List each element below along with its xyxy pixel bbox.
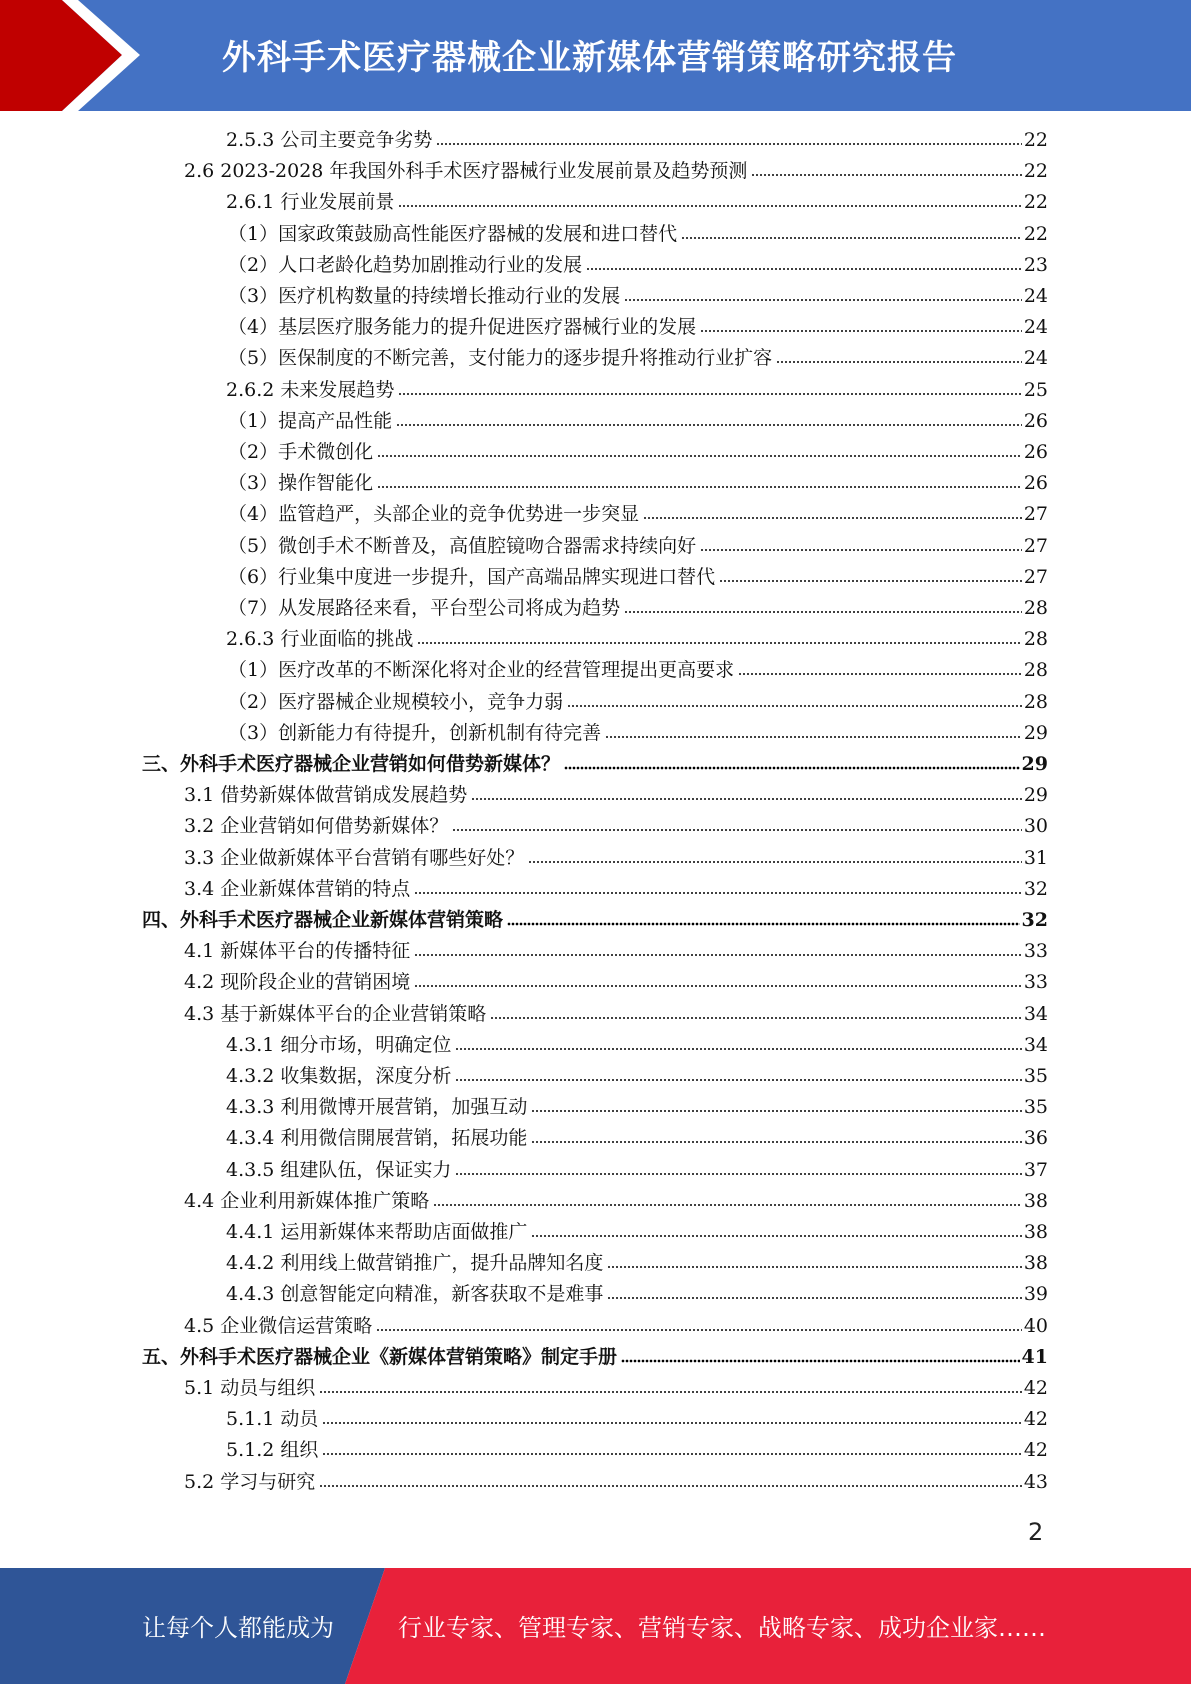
toc-leader-dots — [700, 547, 1022, 553]
toc-leader-dots — [564, 765, 1020, 771]
toc-entry-page: 29 — [1023, 784, 1048, 807]
toc-entry-label: 2.6.3 行业面临的挑战 — [226, 628, 414, 651]
toc-entry[interactable] — [184, 1000, 1048, 1026]
toc-entry[interactable] — [228, 344, 1048, 370]
toc-leader-dots — [322, 1420, 1021, 1426]
toc-entry-label: 三、外科手术医疗器械企业营销如何借势新媒体？ — [142, 753, 561, 775]
toc-entry-label: （4）监管趋严，头部企业的竞争优势进一步突显 — [228, 503, 640, 526]
toc-leader-dots — [398, 391, 1021, 397]
toc-leader-dots — [586, 266, 1022, 272]
toc-entry-page: 26 — [1023, 409, 1048, 432]
toc-entry[interactable] — [228, 313, 1048, 339]
toc-entry-label: （4）基层医疗服务能力的提升促进医疗器械行业的发展 — [228, 316, 697, 339]
toc-entry-page: 28 — [1023, 690, 1048, 713]
toc-entry-page: 42 — [1023, 1439, 1048, 1462]
toc-entry-page: 26 — [1023, 441, 1048, 463]
toc-entry-label: 4.2 现阶段企业的营销困境 — [184, 971, 411, 994]
toc-entry[interactable] — [142, 906, 1048, 932]
toc-entry[interactable] — [142, 1343, 1048, 1369]
toc-entry-page: 22 — [1023, 160, 1048, 183]
toc-entry[interactable] — [226, 1249, 1048, 1275]
toc-entry-page: 39 — [1023, 1283, 1048, 1306]
toc-entry-page: 29 — [1021, 753, 1048, 775]
toc-leader-dots — [433, 1202, 1022, 1208]
toc-leader-dots — [452, 827, 1022, 833]
footer-slogan-left: 让每个人都能成为 — [142, 1614, 334, 1642]
toc-entry-label: 5.1.1 动员 — [226, 1408, 319, 1431]
toc-entry-page: 32 — [1023, 877, 1048, 900]
toc-entry[interactable] — [184, 812, 1048, 838]
toc-entry-label: （2）医疗器械企业规模较小，竞争力弱 — [228, 690, 564, 713]
toc-entry-page: 24 — [1023, 347, 1048, 370]
toc-entry[interactable] — [142, 750, 1048, 776]
toc-entry-page: 28 — [1023, 659, 1048, 682]
toc-leader-dots — [607, 1264, 1021, 1270]
toc-entry-label: （1）医疗改革的不断深化将对企业的经营管理提出更高要求 — [228, 659, 735, 682]
toc-entry-page: 23 — [1023, 253, 1048, 276]
toc-entry-page: 22 — [1023, 191, 1048, 214]
page-header — [0, 0, 1191, 111]
toc-entry[interactable] — [226, 1405, 1048, 1431]
toc-entry-page: 38 — [1023, 1189, 1048, 1212]
toc-entry-label: 4.3.3 利用微博开展营销，加强互动 — [226, 1096, 528, 1119]
toc-entry[interactable] — [228, 251, 1048, 277]
toc-entry-page: 43 — [1023, 1470, 1048, 1493]
toc-entry[interactable] — [226, 1031, 1048, 1057]
toc-entry[interactable] — [228, 407, 1048, 433]
toc-entry-label: 4.3.1 细分市场，明确定位 — [226, 1033, 452, 1056]
toc-entry[interactable] — [226, 1280, 1048, 1306]
toc-entry-page: 22 — [1023, 222, 1048, 245]
toc-entry-label: 3.4 企业新媒体营销的特点 — [184, 877, 411, 900]
toc-leader-dots — [414, 983, 1022, 989]
toc-entry[interactable] — [226, 625, 1048, 651]
toc-entry[interactable] — [228, 563, 1048, 589]
toc-entry-page: 27 — [1023, 503, 1048, 526]
toc-leader-dots — [531, 1108, 1021, 1114]
page-footer — [0, 1568, 1191, 1684]
toc-leader-dots — [436, 141, 1021, 147]
toc-entry-page: 26 — [1023, 472, 1048, 495]
toc-leader-dots — [471, 796, 1022, 802]
toc-entry[interactable] — [228, 469, 1048, 495]
toc-entry[interactable] — [184, 1187, 1048, 1213]
toc-entry-page: 35 — [1023, 1065, 1048, 1087]
toc-entry-page: 41 — [1021, 1345, 1048, 1368]
toc-entry-label: （3）创新能力有待提升，创新机制有待完善 — [228, 721, 602, 744]
toc-leader-dots — [417, 640, 1021, 646]
toc-leader-dots — [776, 359, 1022, 365]
toc-leader-dots — [751, 172, 1021, 178]
toc-entry[interactable] — [228, 656, 1048, 682]
toc-entry-page: 37 — [1023, 1158, 1048, 1181]
toc-entry-page: 24 — [1023, 285, 1048, 307]
toc-entry-page: 34 — [1023, 1002, 1048, 1025]
toc-leader-dots — [681, 235, 1022, 241]
toc-entry-page: 27 — [1023, 534, 1048, 557]
toc-leader-dots — [376, 1327, 1022, 1333]
toc-leader-dots — [398, 203, 1021, 209]
toc-entry-label: （7）从发展路径来看，平台型公司将成为趋势 — [228, 597, 621, 619]
toc-entry-label: 2.5.3 公司主要竞争劣势 — [226, 129, 433, 151]
toc-entry-label: 4.1 新媒体平台的传播特征 — [184, 940, 411, 963]
toc-entry-page: 40 — [1023, 1314, 1048, 1337]
toc-leader-dots — [738, 671, 1022, 677]
toc-entry-label: 5.1 动员与组织 — [184, 1377, 316, 1399]
toc-entry[interactable] — [228, 438, 1048, 464]
toc-leader-dots — [643, 515, 1022, 521]
toc-entry[interactable] — [226, 1124, 1048, 1150]
toc-entry-page: 33 — [1023, 940, 1048, 963]
toc-entry-label: （2）人口老龄化趋势加剧推动行业的发展 — [228, 253, 583, 276]
toc-entry[interactable] — [184, 937, 1048, 963]
toc-entry-label: （1）国家政策鼓励高性能医疗器械的发展和进口替代 — [228, 222, 678, 245]
toc-entry-label: 2.6 2023-2028 年我国外科手术医疗器械行业发展前景及趋势预测 — [184, 160, 748, 183]
toc-entry-page: 29 — [1023, 721, 1048, 744]
footer-slogan-right: 行业专家、管理专家、营销专家、战略专家、成功企业家…… — [398, 1614, 1046, 1642]
toc-entry[interactable] — [226, 126, 1048, 152]
toc-entry-page: 35 — [1023, 1096, 1048, 1119]
toc-entry[interactable] — [228, 220, 1048, 246]
toc-entry-page: 32 — [1021, 909, 1048, 931]
toc-leader-dots — [455, 1046, 1021, 1052]
toc-entry-page: 30 — [1023, 815, 1048, 838]
toc-entry-page: 27 — [1023, 565, 1048, 588]
toc-entry[interactable] — [226, 1093, 1048, 1119]
toc-entry-page: 36 — [1023, 1127, 1048, 1150]
toc-entry-label: 3.1 借势新媒体做营销成发展趋势 — [184, 784, 468, 807]
toc-leader-dots — [414, 952, 1022, 958]
toc-entry-label: 3.3 企业做新媒体平台营销有哪些好处？ — [184, 846, 525, 869]
toc-leader-dots — [396, 422, 1022, 428]
toc-entry-label: （3）操作智能化 — [228, 472, 374, 495]
page-number: 2 — [1028, 1518, 1044, 1546]
toc-entry[interactable] — [226, 1062, 1048, 1088]
toc-entry-label: 4.3.2 收集数据，深度分析 — [226, 1065, 452, 1087]
toc-leader-dots — [700, 328, 1022, 334]
toc-leader-dots — [455, 1171, 1021, 1177]
toc-entry[interactable] — [228, 719, 1048, 745]
toc-entry-label: （6）行业集中度进一步提升，国产高端品牌实现进口替代 — [228, 565, 716, 588]
toc-leader-dots — [607, 1295, 1021, 1301]
toc-entry[interactable] — [226, 1156, 1048, 1182]
toc-leader-dots — [624, 297, 1022, 303]
toc-entry-page: 22 — [1023, 129, 1048, 151]
toc-entry-label: 5.1.2 组织 — [226, 1439, 319, 1462]
toc-entry[interactable] — [226, 188, 1048, 214]
header-arrow-icon — [0, 0, 160, 111]
toc-entry-page: 42 — [1023, 1408, 1048, 1431]
toc-entry-label: 4.5 企业微信运营策略 — [184, 1314, 373, 1337]
toc-leader-dots — [377, 453, 1022, 459]
toc-entry-label: 4.3.4 利用微信開展营销，拓展功能 — [226, 1127, 528, 1150]
toc-entry-label: 4.3.5 组建队伍，保证实力 — [226, 1158, 452, 1181]
toc-leader-dots — [414, 890, 1022, 896]
toc-leader-dots — [322, 1451, 1021, 1457]
toc-entry-page: 31 — [1023, 846, 1048, 869]
toc-leader-dots — [528, 859, 1022, 865]
toc-entry-page: 38 — [1023, 1252, 1048, 1275]
toc-entry-label: （5）医保制度的不断完善，支付能力的逐步提升将推动行业扩容 — [228, 347, 773, 370]
toc-entry-label: 3.2 企业营销如何借势新媒体？ — [184, 815, 449, 838]
toc-entry[interactable] — [228, 500, 1048, 526]
toc-entry-label: （3）医疗机构数量的持续增长推动行业的发展 — [228, 285, 621, 307]
toc-entry-page: 28 — [1023, 628, 1048, 651]
toc-entry-label: （1）提高产品性能 — [228, 409, 393, 432]
toc-entry-page: 42 — [1023, 1377, 1048, 1399]
toc-entry[interactable] — [184, 781, 1048, 807]
toc-entry[interactable] — [184, 844, 1048, 870]
toc-entry-label: 2.6.2 未来发展趋势 — [226, 378, 395, 401]
toc-entry[interactable] — [228, 282, 1048, 308]
toc-entry[interactable] — [226, 1218, 1048, 1244]
toc-entry-page: 25 — [1023, 378, 1048, 401]
toc-entry-label: 4.4.2 利用线上做营销推广，提升品牌知名度 — [226, 1252, 604, 1275]
toc-entry-page: 38 — [1023, 1221, 1048, 1243]
toc-leader-dots — [507, 921, 1020, 927]
toc-entry[interactable] — [228, 532, 1048, 558]
toc-entry-page: 34 — [1023, 1033, 1048, 1056]
toc-entry-label: 4.4.1 运用新媒体来帮助店面做推广 — [226, 1221, 528, 1243]
toc-leader-dots — [531, 1233, 1021, 1239]
toc-entry-label: 4.4 企业利用新媒体推广策略 — [184, 1189, 430, 1212]
toc-leader-dots — [719, 578, 1022, 584]
toc-entry-label: 2.6.1 行业发展前景 — [226, 191, 395, 214]
toc-leader-dots — [319, 1483, 1022, 1489]
toc-entry[interactable] — [184, 968, 1048, 994]
toc-entry[interactable] — [228, 688, 1048, 714]
toc-entry-label: 4.4.3 创意智能定向精准，新客获取不是难事 — [226, 1283, 604, 1306]
toc-entry[interactable] — [226, 376, 1048, 402]
toc-entry-label: （2）手术微创化 — [228, 441, 374, 463]
toc-entry[interactable] — [184, 875, 1048, 901]
toc-leader-dots — [624, 609, 1022, 615]
toc-leader-dots — [455, 1077, 1021, 1083]
toc-entry[interactable] — [184, 157, 1048, 183]
toc-leader-dots — [377, 484, 1022, 490]
toc-leader-dots — [490, 1015, 1022, 1021]
toc-entry[interactable] — [184, 1374, 1048, 1400]
toc-entry[interactable] — [184, 1468, 1048, 1494]
toc-entry-label: 5.2 学习与研究 — [184, 1470, 316, 1493]
toc-leader-dots — [319, 1389, 1022, 1395]
toc-leader-dots — [567, 703, 1022, 709]
toc-entry-label: 4.3 基于新媒体平台的企业营销策略 — [184, 1002, 487, 1025]
toc-entry-page: 33 — [1023, 971, 1048, 994]
toc-entry[interactable] — [228, 594, 1048, 620]
toc-entry[interactable] — [226, 1436, 1048, 1462]
toc-leader-dots — [621, 1358, 1020, 1364]
toc-leader-dots — [605, 734, 1022, 740]
toc-leader-dots — [531, 1139, 1021, 1145]
toc-entry-label: （5）微创手术不断普及，高值腔镜吻合器需求持续向好 — [228, 534, 697, 557]
toc-entry-label: 五、外科手术医疗器械企业《新媒体营销策略》制定手册 — [142, 1345, 618, 1368]
toc-entry[interactable] — [184, 1312, 1048, 1338]
report-title: 外科手术医疗器械企业新媒体营销策略研究报告 — [222, 38, 957, 78]
toc-entry-page: 24 — [1023, 316, 1048, 339]
toc-entry-label: 四、外科手术医疗器械企业新媒体营销策略 — [142, 909, 504, 931]
toc-entry-page: 28 — [1023, 597, 1048, 619]
